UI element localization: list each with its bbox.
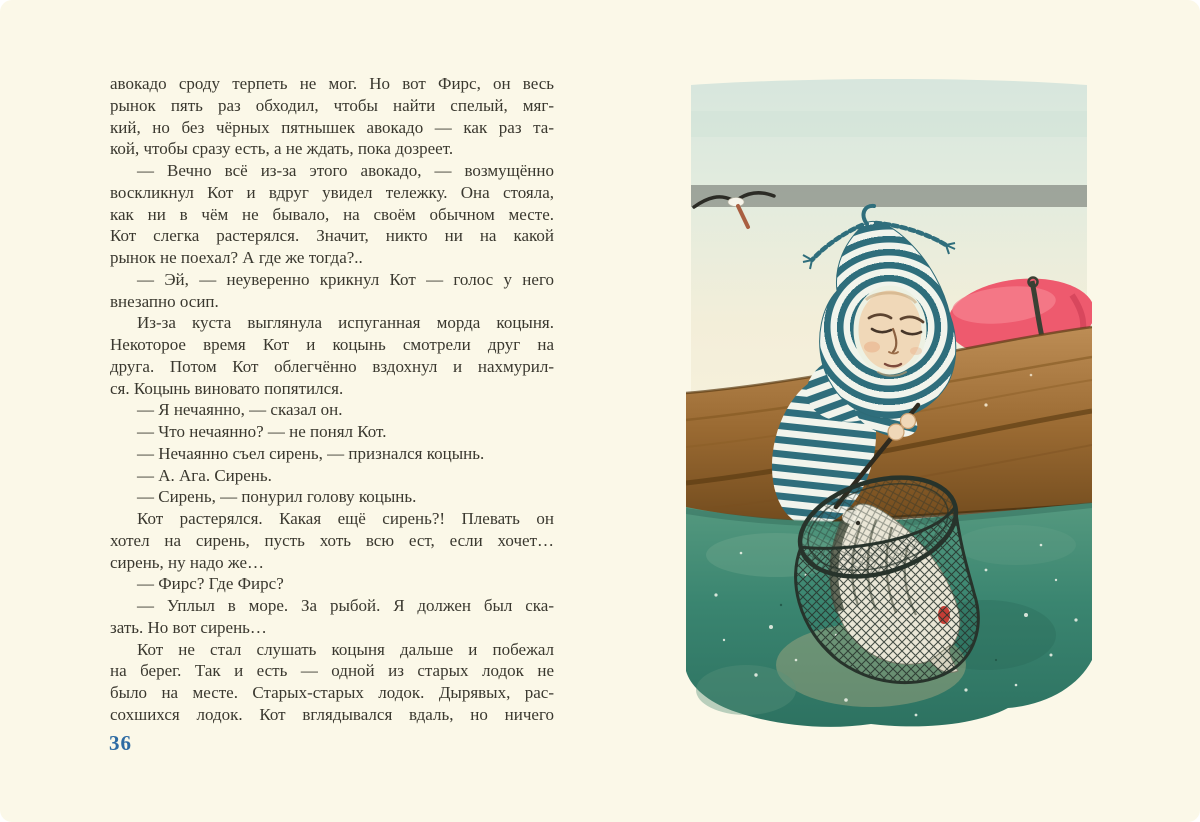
text-line: сирень, ну надо же…: [110, 552, 264, 572]
text-line: Некоторое время Кот и коцынь смотрели друг на: [110, 335, 554, 354]
text-line: рынок пять раз обходил, чтобы найти спелый, мяг-: [110, 95, 554, 115]
text-line: сохшихся лодок. Кот вглядывался вдаль, но ничего: [110, 704, 554, 724]
text-line: как ни в чём не бывало, на своём обычном месте.: [110, 204, 554, 224]
page-number: 36: [109, 731, 132, 755]
text-line: — Что нечаянно? — не понял Кот.: [137, 422, 387, 441]
hand: [901, 414, 916, 429]
text-line: кий, но без чёрных пятнышек авокадо — как раз та-: [110, 117, 554, 137]
text-line: авокадо сроду терпеть не мог. Но вот Фирс, он весь: [110, 74, 554, 93]
text-line: кой, чтобы сразу есть, а не ждать, пока дозреет.: [110, 139, 454, 159]
text-line: — Эй, — неуверенно крикнул Кот — голос у него: [137, 269, 554, 289]
text-line: — А. Ага. Сирень.: [137, 465, 272, 485]
text-column: [110, 73, 554, 726]
text-line: друга. Потом Кот облегчённо вздохнул и нахмурил-: [110, 356, 554, 376]
hand: [888, 424, 904, 440]
text-line: внезапно осип.: [110, 291, 219, 311]
text-line: Кот не стал слушать коцыня дальше и побежал: [137, 639, 554, 659]
text-line: — Вечно всё из-за этого авокадо, — возмущённо: [137, 161, 554, 180]
text-line: хотел на сирень, пусть хоть всю ест, если хочет…: [110, 530, 554, 550]
text-line: Из-за куста выглянула испуганная морда коцыня.: [137, 313, 554, 333]
text-line: рынок не поехал? А где же тогда?..: [110, 248, 363, 267]
text-line: — Фирс? Где Фирс?: [137, 574, 284, 594]
text-line: — Уплыл в море. За рыбой. Я должен был ска-: [137, 596, 554, 615]
illustration: [686, 75, 1092, 730]
text-line: воскликнул Кот и вдруг увидел тележку. Она стояла,: [110, 182, 554, 202]
text-line: на берег. Так и есть — одной из старых лодок не: [110, 661, 554, 681]
text-line: — Я нечаянно, — сказал он.: [137, 400, 343, 420]
text-line: Кот растерялся. Какая ещё сирень?! Плевать он: [137, 509, 554, 528]
text-line: — Нечаянно съел сирень, — признался коцынь.: [137, 443, 485, 463]
text-line: ся. Коцынь виновато попятился.: [110, 378, 344, 398]
text-line: Кот слегка растерялся. Значит, никто ни на какой: [110, 226, 554, 246]
text-line: было на месте. Старых-старых лодок. Дырявых, рас-: [110, 683, 554, 702]
text-line: — Сирень, — понурил голову коцынь.: [137, 487, 417, 507]
text-line: зать. Но вот сирень…: [110, 617, 267, 637]
